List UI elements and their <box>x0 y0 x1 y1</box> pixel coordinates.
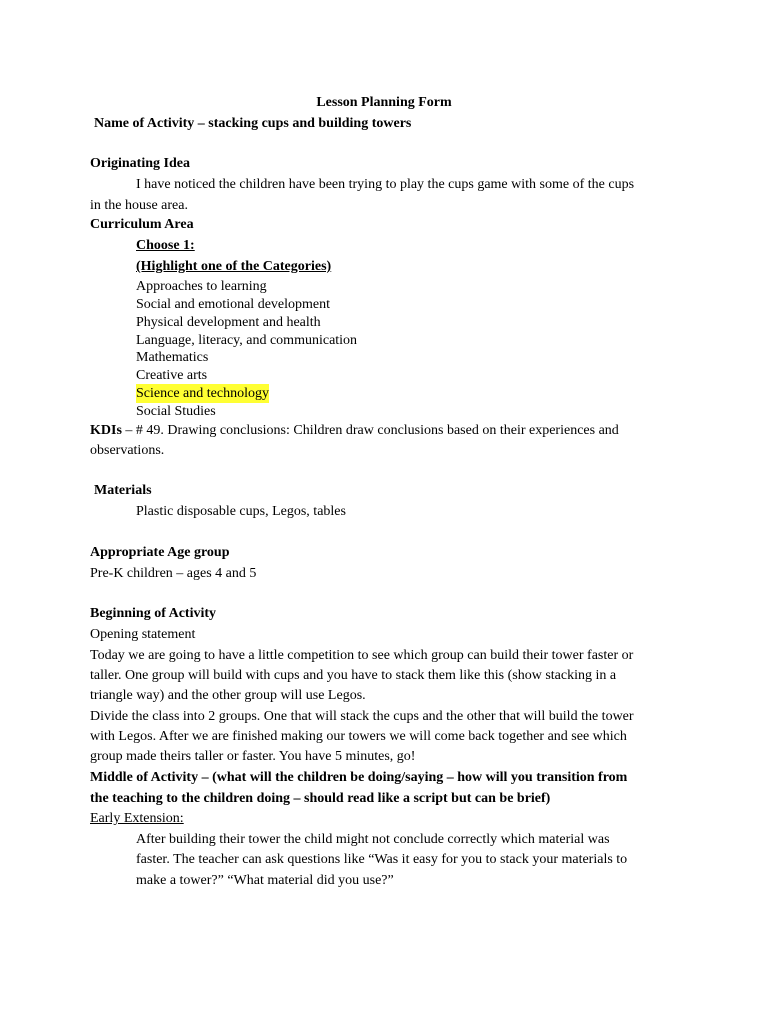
category-item: Mathematics <box>136 350 209 365</box>
middle-heading-line-2: the teaching to the children doing – should read like a script but can be brief) <box>90 791 551 806</box>
age-group-text: Pre-K children – ages 4 and 5 <box>90 566 257 581</box>
beginning-paragraph-line: with Legos. After we are finished making our towers we will come back together and see which <box>90 729 627 744</box>
beginning-paragraph-line: Today we are going to have a little competition to see which group can build their tower faster or <box>90 648 634 663</box>
opening-statement-label: Opening statement <box>90 627 196 642</box>
kdis-line-2: observations. <box>90 443 165 458</box>
category-item: Physical development and health <box>136 315 321 330</box>
category-item: Language, literacy, and communication <box>136 333 358 348</box>
kdis-line-1 <box>90 421 619 440</box>
extension-line: After building their tower the child might not conclude correctly which material was <box>136 832 610 847</box>
beginning-heading: Beginning of Activity <box>90 606 217 621</box>
category-item: Social and emotional development <box>136 297 331 312</box>
category-item: Creative arts <box>136 368 208 383</box>
kdis-text: – # 49. Drawing conclusions: Children draw conclusions based on their experiences and <box>121 423 619 438</box>
category-item: Social Studies <box>136 404 216 419</box>
beginning-paragraph-line: taller. One group will build with cups and you have to stack them like this (show stacking in a <box>90 668 617 683</box>
originating-idea-line-1: I have noticed the children have been trying to play the cups game with some of the cups <box>136 177 635 192</box>
highlight-note: (Highlight one of the Categories) <box>136 259 332 274</box>
extension-line: faster. The teacher can ask questions like “Was it easy for you to stack your materials to <box>136 852 628 867</box>
activity-name: Name of Activity – stacking cups and building towers <box>94 116 412 131</box>
curriculum-area-heading: Curriculum Area <box>90 217 194 232</box>
beginning-paragraph-line: triangle way) and the other group will use Legos. <box>90 688 366 703</box>
originating-idea-line-2: in the house area. <box>90 198 188 213</box>
age-group-heading: Appropriate Age group <box>90 545 230 560</box>
extension-line: make a tower?” “What material did you use?” <box>136 873 394 888</box>
category-item: Approaches to learning <box>136 279 267 294</box>
beginning-paragraph-line: group made theirs taller or faster. You have 5 minutes, go! <box>90 749 416 764</box>
choose-one-label: Choose 1: <box>136 238 195 253</box>
beginning-paragraph-line: Divide the class into 2 groups. One that will stack the cups and the other that will build the tower <box>90 709 634 724</box>
originating-idea-heading: Originating Idea <box>90 156 190 171</box>
materials-heading: Materials <box>94 483 152 498</box>
middle-heading-line-1: Middle of Activity – (what will the children be doing/saying – how will you transition from <box>90 770 628 785</box>
early-extension-label: Early Extension: <box>90 811 184 826</box>
materials-text: Plastic disposable cups, Legos, tables <box>136 504 346 519</box>
category-item-highlighted: Science and technology <box>136 386 269 401</box>
kdis-label: KDIs <box>90 423 122 438</box>
form-title: Lesson Planning Form <box>316 95 452 110</box>
